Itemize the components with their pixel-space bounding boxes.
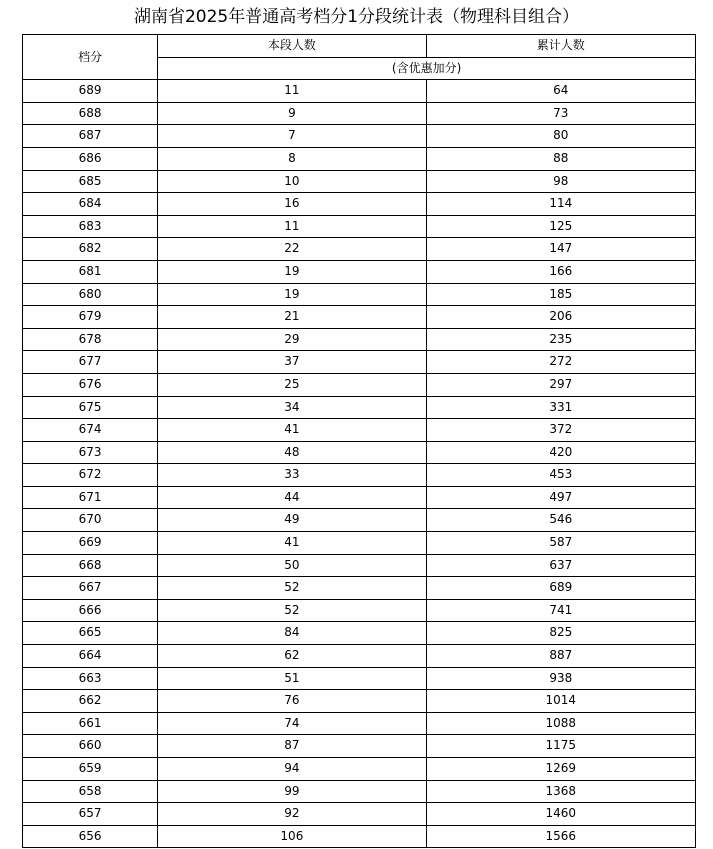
count-cell: 62 [158,645,426,668]
table-row [23,306,696,329]
header-cumulative: 累计人数 [426,35,695,58]
cumulative-cell: 88 [426,147,695,170]
count-cell: 21 [158,306,426,329]
table-row [23,599,696,622]
cumulative-cell: 125 [426,215,695,238]
cumulative-cell: 825 [426,622,695,645]
cumulative-cell: 546 [426,509,695,532]
table-row [23,238,696,261]
score-cell: 681 [23,260,158,283]
score-cell: 659 [23,758,158,781]
score-cell: 689 [23,80,158,103]
table-row [23,758,696,781]
cumulative-cell: 887 [426,645,695,668]
cumulative-cell: 637 [426,554,695,577]
score-cell: 682 [23,238,158,261]
count-cell: 29 [158,328,426,351]
score-cell: 666 [23,599,158,622]
cumulative-cell: 1175 [426,735,695,758]
table-row [23,215,696,238]
header-score: 档分 [23,35,158,80]
table-row [23,464,696,487]
cumulative-cell: 497 [426,486,695,509]
cumulative-cell: 420 [426,441,695,464]
count-cell: 52 [158,577,426,600]
score-cell: 688 [23,102,158,125]
table-header-row [23,35,696,58]
header-count: 本段人数 [158,35,426,58]
score-cell: 656 [23,825,158,848]
count-cell: 50 [158,554,426,577]
table-row [23,825,696,848]
score-cell: 683 [23,215,158,238]
count-cell: 76 [158,690,426,713]
cumulative-cell: 147 [426,238,695,261]
count-cell: 22 [158,238,426,261]
table-row [23,170,696,193]
count-cell: 94 [158,758,426,781]
table-row [23,735,696,758]
score-cell: 680 [23,283,158,306]
score-cell: 662 [23,690,158,713]
count-cell: 52 [158,599,426,622]
count-cell: 74 [158,712,426,735]
cumulative-cell: 185 [426,283,695,306]
table-row [23,419,696,442]
score-cell: 663 [23,667,158,690]
count-cell: 87 [158,735,426,758]
score-cell: 678 [23,328,158,351]
table-row [23,509,696,532]
count-cell: 51 [158,667,426,690]
cumulative-cell: 1566 [426,825,695,848]
cumulative-cell: 73 [426,102,695,125]
score-cell: 667 [23,577,158,600]
table-row [23,260,696,283]
score-cell: 675 [23,396,158,419]
count-cell: 19 [158,260,426,283]
table-row [23,532,696,555]
score-cell: 687 [23,125,158,148]
score-cell: 671 [23,486,158,509]
table-row [23,803,696,826]
count-cell: 9 [158,102,426,125]
table-row [23,577,696,600]
table-row [23,351,696,374]
score-cell: 665 [23,622,158,645]
count-cell: 7 [158,125,426,148]
cumulative-cell: 98 [426,170,695,193]
cumulative-cell: 331 [426,396,695,419]
count-cell: 16 [158,193,426,216]
count-cell: 84 [158,622,426,645]
score-cell: 658 [23,780,158,803]
score-cell: 676 [23,373,158,396]
table-row [23,780,696,803]
score-cell: 686 [23,147,158,170]
table-row [23,328,696,351]
cumulative-cell: 1014 [426,690,695,713]
cumulative-cell: 1460 [426,803,695,826]
table-row [23,147,696,170]
table-row [23,125,696,148]
score-cell: 672 [23,464,158,487]
table-row [23,667,696,690]
cumulative-cell: 1269 [426,758,695,781]
cumulative-cell: 453 [426,464,695,487]
count-cell: 48 [158,441,426,464]
score-distribution-table [22,34,696,848]
table-row [23,102,696,125]
count-cell: 8 [158,147,426,170]
table-row [23,554,696,577]
count-cell: 11 [158,215,426,238]
count-cell: 99 [158,780,426,803]
table-row [23,80,696,103]
table-row [23,486,696,509]
score-cell: 677 [23,351,158,374]
count-cell: 33 [158,464,426,487]
count-cell: 92 [158,803,426,826]
count-cell: 11 [158,80,426,103]
cumulative-cell: 1088 [426,712,695,735]
count-cell: 49 [158,509,426,532]
table-row [23,396,696,419]
score-cell: 685 [23,170,158,193]
cumulative-cell: 206 [426,306,695,329]
cumulative-cell: 80 [426,125,695,148]
count-cell: 44 [158,486,426,509]
cumulative-cell: 1368 [426,780,695,803]
score-cell: 669 [23,532,158,555]
table-body [23,80,696,848]
table-row [23,622,696,645]
cumulative-cell: 166 [426,260,695,283]
table-row [23,193,696,216]
count-cell: 10 [158,170,426,193]
page-title: 湖南省2025年普通高考档分1分段统计表（物理科目组合） [133,7,580,27]
score-cell: 674 [23,419,158,442]
cumulative-cell: 114 [426,193,695,216]
score-cell: 661 [23,712,158,735]
cumulative-cell: 64 [426,80,695,103]
cumulative-cell: 235 [426,328,695,351]
score-cell: 673 [23,441,158,464]
table-row [23,712,696,735]
count-cell: 41 [158,532,426,555]
table-row [23,283,696,306]
score-cell: 670 [23,509,158,532]
cumulative-cell: 272 [426,351,695,374]
count-cell: 19 [158,283,426,306]
score-cell: 664 [23,645,158,668]
cumulative-cell: 297 [426,373,695,396]
score-cell: 660 [23,735,158,758]
cumulative-cell: 741 [426,599,695,622]
table-row [23,373,696,396]
table-row [23,441,696,464]
count-cell: 25 [158,373,426,396]
cumulative-cell: 587 [426,532,695,555]
cumulative-cell: 689 [426,577,695,600]
table-row [23,645,696,668]
cumulative-cell: 938 [426,667,695,690]
header-note: (含优惠加分) [158,57,696,80]
score-cell: 679 [23,306,158,329]
count-cell: 106 [158,825,426,848]
table-row [23,690,696,713]
score-cell: 684 [23,193,158,216]
score-cell: 657 [23,803,158,826]
cumulative-cell: 372 [426,419,695,442]
count-cell: 41 [158,419,426,442]
score-cell: 668 [23,554,158,577]
count-cell: 37 [158,351,426,374]
count-cell: 34 [158,396,426,419]
